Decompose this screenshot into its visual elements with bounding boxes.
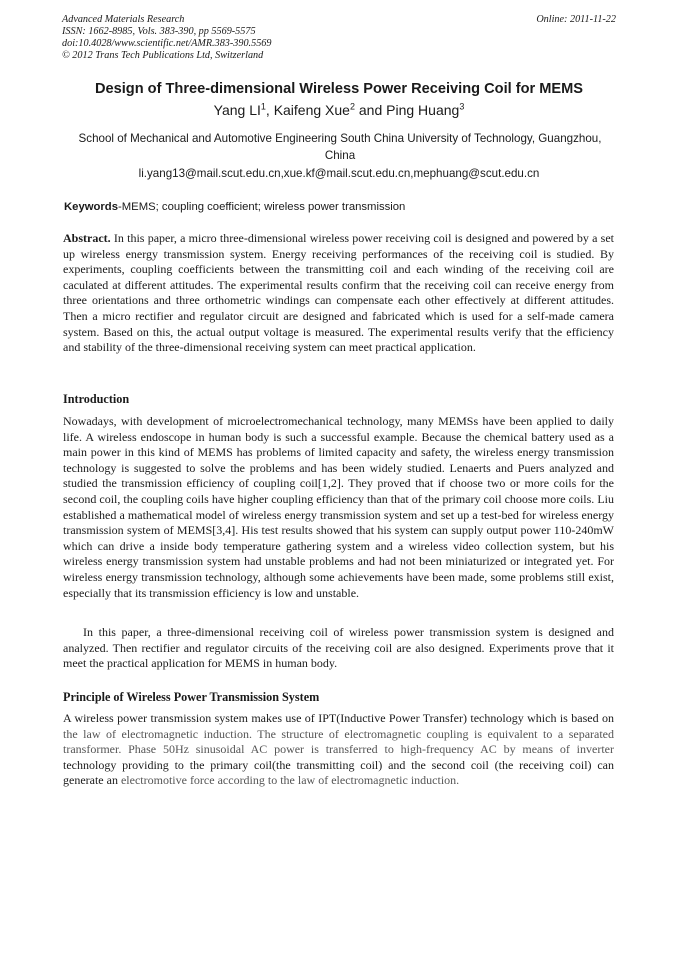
- affiliation: School of Mechanical and Automotive Engineering South China University of Technology, Guangzhou, China: [78, 132, 602, 162]
- author-name: Yang LI: [213, 102, 261, 118]
- principle-heading: Principle of Wireless Power Transmission System: [63, 690, 320, 704]
- journal-name: Advanced Materials Research: [62, 14, 185, 25]
- abstract: [63, 231, 614, 356]
- abstract-label: Abstract.: [63, 231, 111, 245]
- author-emails: li.yang13@mail.scut.edu.cn,xue.kf@mail.scut.edu.cn,mephuang@scut.edu.cn: [138, 167, 540, 180]
- author-affil-mark: 3: [459, 101, 465, 112]
- author-name: Kaifeng Xue: [273, 102, 350, 118]
- author-affil-mark: 2: [349, 101, 355, 112]
- issn-line: ISSN: 1662-8985, Vols. 383-390, pp 5569-5575: [62, 26, 256, 37]
- author-affil-mark: 1: [260, 101, 266, 112]
- principle-text: the law of electromagnetic induction. The structure of electromagnetic coupling is equivalent to a separated transformer. Phase 50Hz sinusoidal AC power is transferred to high-frequency AC by means of inverter: [63, 726, 614, 757]
- introduction-paragraph-2: In this paper, a three-dimensional receiving coil of wireless power transmission system is designed and analyzed. Then rectifier and regulator circuits of the receiving coil are also designed. Experiments prove that it meet the practical application for MEMS in human body.: [63, 625, 614, 671]
- introduction-paragraph-1: Nowadays, with development of microelectromechanical technology, many MEMSs have been applied to daily life. A wireless endoscope in human body is such a successful example. Because the chemical battery used as a main power in this kind of MEMS has problems of limited capacity and safety, the wireless energy transmission technology is suggested to solve the problems and has been widely studied. Lenaerts and Puers analyzed and studied the transmission efficiency of coupling coil[1,2]. They proved that if choose two or more coils for the second coil, the coupling coils have higher coupling efficiency than that of the primary coil choose more coils. Liu established a mathematical model of wireless energy transmission system and set up a test-bed for wireless energy transmission system of MEMS[3,4]. His test results showed that his system can supply output power 110-240mW which can drive a inside body temperature gathering system and a wireless video collection system, but his wireless energy transmission system had unstable problems and had not been miniaturized or integrated yet. For wireless energy transmission technology, although some achievements have been made, some problems still exist, especially that its transmission efficiency is low and unstable.: [63, 414, 614, 600]
- keywords: [64, 201, 614, 213]
- author-separator: ,: [265, 102, 274, 118]
- principle-text: technology providing to the primary coil(the transmitting coil) and the second coil (the receiving coil) can generate an: [63, 757, 614, 788]
- author-name: Ping Huang: [386, 102, 460, 118]
- author-list: [30, 102, 648, 118]
- keywords-label: Keywords: [64, 201, 118, 213]
- abstract-text: In this paper, a micro three-dimensional wireless power receiving coil is designed and powered by a set up wireless energy transmission system. Energy receiving performances of the receiving coil is studied. By experiments, coupling coefficients between the transmitting coil and each winding of the receiving coil are caculated at different attitudes. The experimental results confirm that the receiving coil can receive energy from three orientations and three orthometric windings can compensate each other effectively at different attitudes. Then a micro rectifier and regulator circuit are designed and fabricated which is used for a self-made camera system. Based on this, the actual output voltage is measured. The experimental results verify that the efficiency and stability of the three-dimensional receiving system can meet practical application.: [63, 231, 614, 355]
- author-separator: and: [355, 102, 387, 118]
- introduction-heading: Introduction: [63, 392, 130, 406]
- copyright-line: © 2012 Trans Tech Publications Ltd, Switzerland: [62, 50, 264, 61]
- keywords-text: -MEMS; coupling coefficient; wireless power transmission: [118, 201, 406, 213]
- journal-header: [62, 14, 616, 62]
- principle-paragraph: [63, 711, 614, 789]
- principle-text: A wireless power transmission system makes use of IPT(Inductive Power Transfer) technology which is based on: [63, 711, 614, 725]
- online-date: Online: 2011-11-22: [536, 14, 616, 25]
- principle-text: electromotive force according to the law of electromagnetic induction.: [120, 773, 460, 788]
- doi-line: doi:10.4028/www.scientific.net/AMR.383-390.5569: [62, 38, 272, 49]
- paper-title: Design of Three-dimensional Wireless Power Receiving Coil for MEMS: [94, 81, 584, 97]
